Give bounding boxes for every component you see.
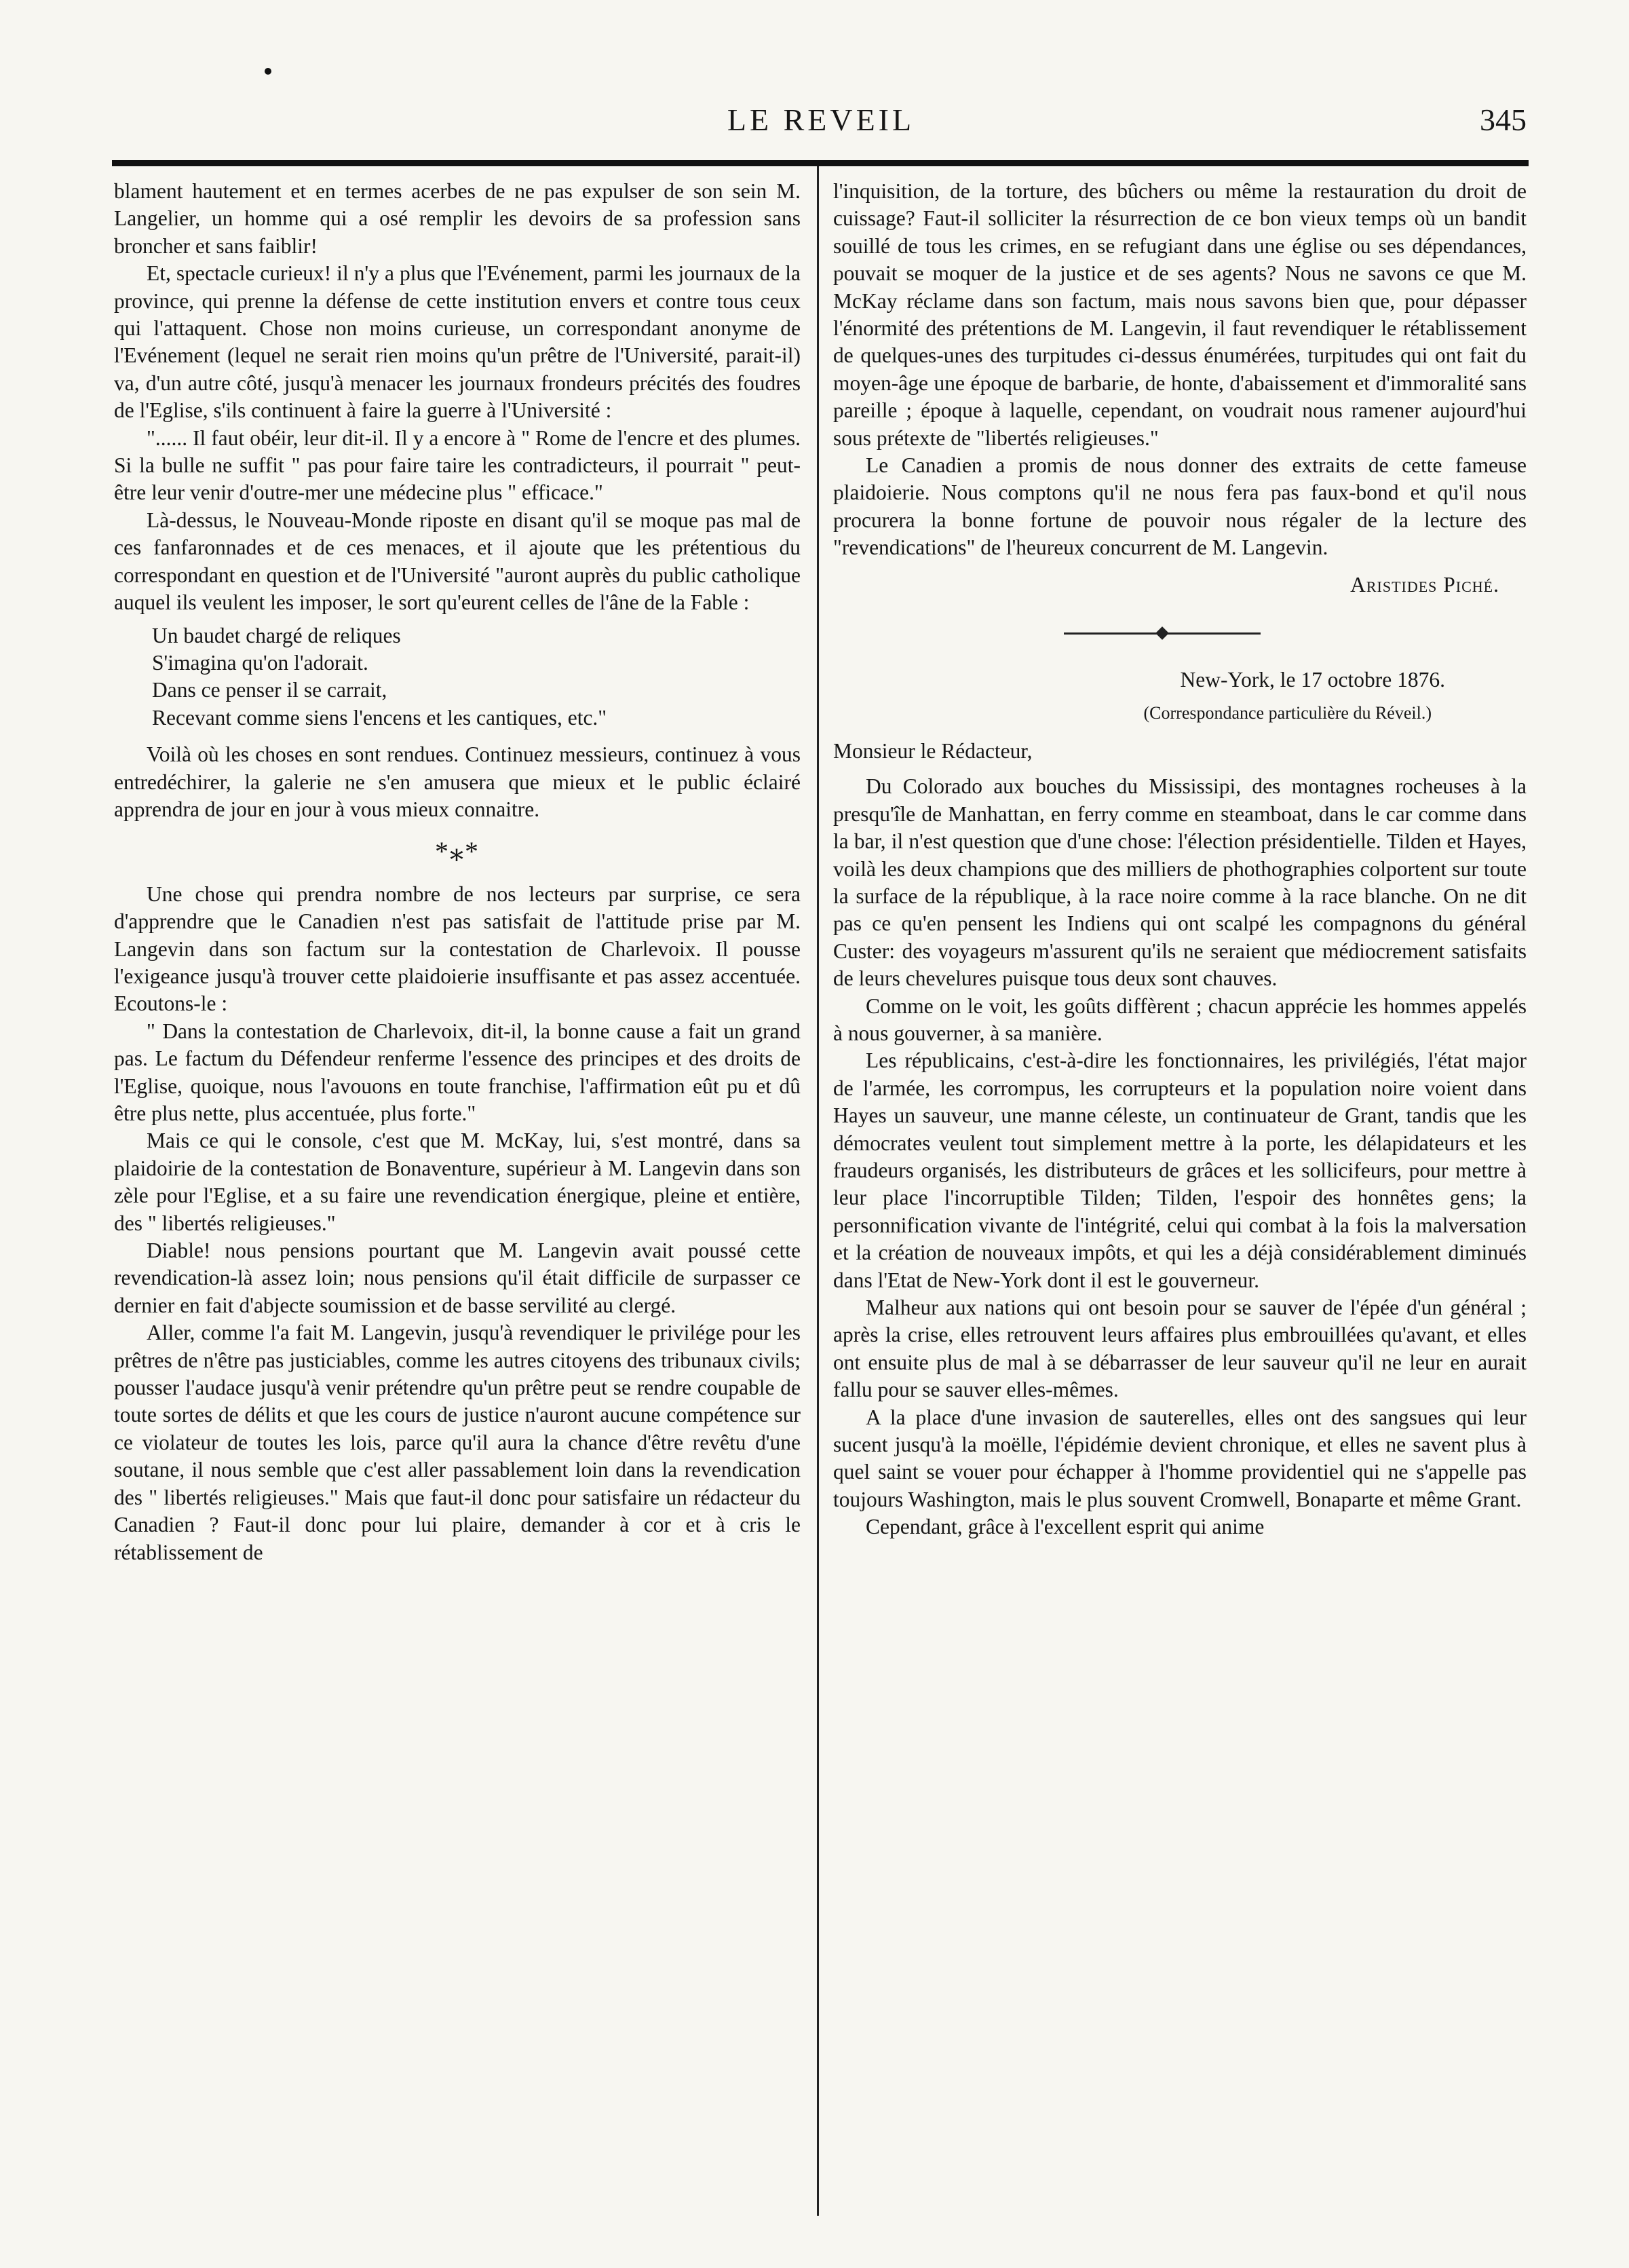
- author-signature: Aristides Piché.: [1350, 572, 1499, 597]
- paragraph: blament hautement et en termes acerbes de ne pas expulser de son sein M. Langelier, un homme qui a osé remplir les devoirs de sa profession sans broncher et sans faiblir!: [114, 179, 801, 258]
- dateline: New-York, le 17 octobre 1876.: [1180, 668, 1445, 692]
- paragraph: Comme on le voit, les goûts diffèrent ; chacun apprécie les hommes appelés à nous gouverner, à sa manière.: [833, 994, 1527, 1045]
- column-divider: [817, 166, 819, 2216]
- quoted-paragraph: " Dans la contestation de Charlevoix, dit-il, la bonne cause a fait un grand pas. Le factum du Défendeur renferme l'essence des principes et des droits de l'Eglise, quoique, nous l'avouons en toute franchise, l'affirmation eût pu et dû être plus nette, plus accentuée, plus forte.": [114, 1019, 801, 1125]
- paragraph: Aller, comme l'a fait M. Langevin, jusqu'à revendiquer le privilége pour les prêtres de n'être pas justiciables, comme les autres citoyens des tribunaux civils; pousser l'audace jusqu'à venir prétendre qu'un prêtre peut se rendre coupable de toute sortes de délits et que les cours de justice n'auront aucune compétence sur ce violateur de toutes les lois, parce qu'il aura la chance d'être revêtu d'une soutane, il nous semble que c'est aller passablement loin dans la revendication des " libertés religieuses." Mais que faut-il donc pour satisfaire un rédacteur du Canadien ? Faut-il donc pour lui plaire, demander à cor et à cris le rétablissement de: [114, 1321, 801, 1564]
- paragraph: Le Canadien a promis de nous donner des extraits de cette fameuse plaidoierie. Nous comptons qu'il ne nous fera pas faux-bond et qu'il nous procurera la bonne fortune de pouvoir nous régaler de la lecture des "revendications" de l'heureux concurrent de M. Langevin.: [833, 453, 1527, 560]
- paragraph: Du Colorado aux bouches du Mississipi, des montagnes rocheuses à la presqu'île de Manhattan, en ferry comme en steamboat, dans le car comme dans la bar, il n'est question que d'une chose: l'élection présidentielle. Tilden et Hayes, voilà les deux champions que des milliers de phothographies colportent sur toute la surface de la république, à la race noire comme à la race blanche. On ne dit pas ce qu'en pensent les Indiens qui ont scalpé les compagnons du général Custer: des voyageurs m'assurent qu'ils ne seraient que médiocrement satisfaits de leurs chevelures puisque tous deux sont chauves.: [833, 774, 1527, 991]
- paragraph: Et, spectacle curieux! il n'y a plus que l'Evénement, parmi les journaux de la province, qui prenne la défense de cette institution envers et contre tous ceux qui l'attaquent. Chose non moins curieuse, un correspondant anonyme de l'Evénement (lequel ne serait rien moins qu'un prêtre de l'Université, parait-il) va, d'un autre côté, jusqu'à menacer les journaux frondeurs précités des foudres de l'Eglise, s'ils continuent à faire la guerre à l'Université :: [114, 261, 801, 423]
- fable-verse: [114, 622, 801, 732]
- verse-line: Recevant comme siens l'encens et les cantiques, etc.": [152, 705, 607, 730]
- separator-ornament: [1155, 626, 1169, 640]
- paragraph: Une chose qui prendra nombre de nos lecteurs par surprise, ce sera d'apprendre que le Canadien n'est pas satisfait de l'attitude prise par M. Langevin dans son factum sur la contestation de Charlevoix. Il pousse l'exigeance jusqu'à trouver cette plaidoierie insuffisante et pas assez accentuée. Ecoutons-le :: [114, 882, 801, 1016]
- verse-line: Un baudet chargé de reliques: [152, 623, 401, 647]
- ink-dot: [265, 68, 271, 75]
- verse-line: S'imagina qu'on l'adorait.: [152, 650, 368, 675]
- page-header: [115, 102, 1527, 156]
- asterism-separator: *⁎*: [435, 836, 480, 867]
- paragraph: Malheur aux nations qui ont besoin pour se sauver de l'épée d'un général ; après la crise, elles retrouvent leurs affaires plus embrouillées qu'avant, et elles ont ensuite plus de mal à se débarrasser de leur sauveur qu'il ne leur en aurait fallu pour se sauver elles-mêmes.: [833, 1296, 1527, 1402]
- paragraph: Là-dessus, le Nouveau-Monde riposte en disant qu'il se moque pas mal de ces fanfaronnades et de ces menaces, et il ajoute que les prétentious du correspondant en question et de l'Université "auront auprès du public catholique auquel ils veulent les imposer, le sort qu'eurent celles de l'âne de la Fable :: [114, 508, 801, 615]
- right-column: [833, 178, 1527, 2210]
- paragraph: l'inquisition, de la torture, des bûchers ou même la restauration du droit de cuissage? Faut-il solliciter la résurrection de ce bon vieux temps où un bandit souillé de tous les crimes, en se refugiant dans une église ou ses dépendances, pouvait se moquer de la justice et de ses agents? Nous ne savons ce que M. McKay réclame dans son factum, mais nous savons bien que, pour dépasser l'énormité des prétentions de M. Langevin, il faut revendiquer le rétablissement de quelques-unes des turpitudes ci-dessus énumérées, turpitudes qui ont fait du moyen-âge une époque de barbarie, de honte, d'abaissement et d'immoralité sans pareille ; époque à laquelle, cependant, on voudrait nous ramener aujourd'hui sous prétexte de "libertés religieuses.": [833, 179, 1527, 450]
- quoted-paragraph: "...... Il faut obéir, leur dit-il. Il y a encore à " Rome de l'encre et des plumes. Si la bulle ne suffit " pas pour faire taire les contradicteurs, il pourrait " peut-être leur venir d'outre-mer une médecine plus " efficace.": [114, 426, 801, 505]
- page-number: 345: [1480, 102, 1527, 137]
- header-rule: [112, 160, 1529, 166]
- section-separator: [833, 619, 1527, 647]
- paragraph: Cependant, grâce à l'excellent esprit qui anime: [866, 1515, 1265, 1539]
- left-column: [114, 178, 801, 2210]
- paragraph: Mais ce qui le console, c'est que M. McKay, lui, s'est montré, dans sa plaidoirie de la contestation de Bonaventure, supérieur à M. Langevin dans son zèle pour l'Eglise, et a su faire une revendication énergique, pleine et entière, des " libertés religieuses.": [114, 1129, 801, 1235]
- paragraph: Les républicains, c'est-à-dire les fonctionnaires, les privilégiés, l'état major de l'armée, les corrompus, les corrupteurs et la population noire voient dans Hayes un sauveur, une manne céleste, un continuateur de Grant, tandis que les démocrates veulent tout simplement mettre à la porte, les délapidateurs et les fraudeurs organisés, les distributeurs de grâces et les sollicifeurs, pour mettre à leur place l'incorruptible Tilden; Tilden, l'espoir des honnêtes gens; la personnification vivante de l'intégrité, celui qui combat à la fois la malversation et la création de nouveaux impôts, et qui les a déjà considérablement diminués dans l'Etat de New-York dont il est le gouverneur.: [833, 1048, 1527, 1292]
- paragraph: A la place d'une invasion de sauterelles, elles ont des sangsues qui leur sucent jusqu'à la moëlle, l'épidémie devient chronique, et elles ne savent plus à quel saint se vouer pour échapper à l'homme providentiel qui ne s'appelle pas toujours Washington, mais le plus souvent Cromwell, Bonaparte et même Grant.: [833, 1405, 1527, 1511]
- paragraph: Voilà où les choses en sont rendues. Continuez messieurs, continuez à vous entredéchirer, la galerie ne s'en amusera que mieux et le public éclairé apprendra de jour en jour à vous mieux connaitre.: [114, 742, 801, 821]
- verse-line: Dans ce penser il se carrait,: [152, 678, 387, 702]
- correspondance-note: (Correspondance particulière du Réveil.): [1143, 702, 1432, 723]
- salutation: Monsieur le Rédacteur,: [833, 738, 1033, 763]
- paragraph: Diable! nous pensions pourtant que M. Langevin avait poussé cette revendication-là assez loin; nous pensions qu'il était difficile de surpasser ce dernier en fait d'abjecte soumission et de basse servilité au clergé.: [114, 1239, 801, 1317]
- running-title: LE REVEIL: [727, 102, 915, 137]
